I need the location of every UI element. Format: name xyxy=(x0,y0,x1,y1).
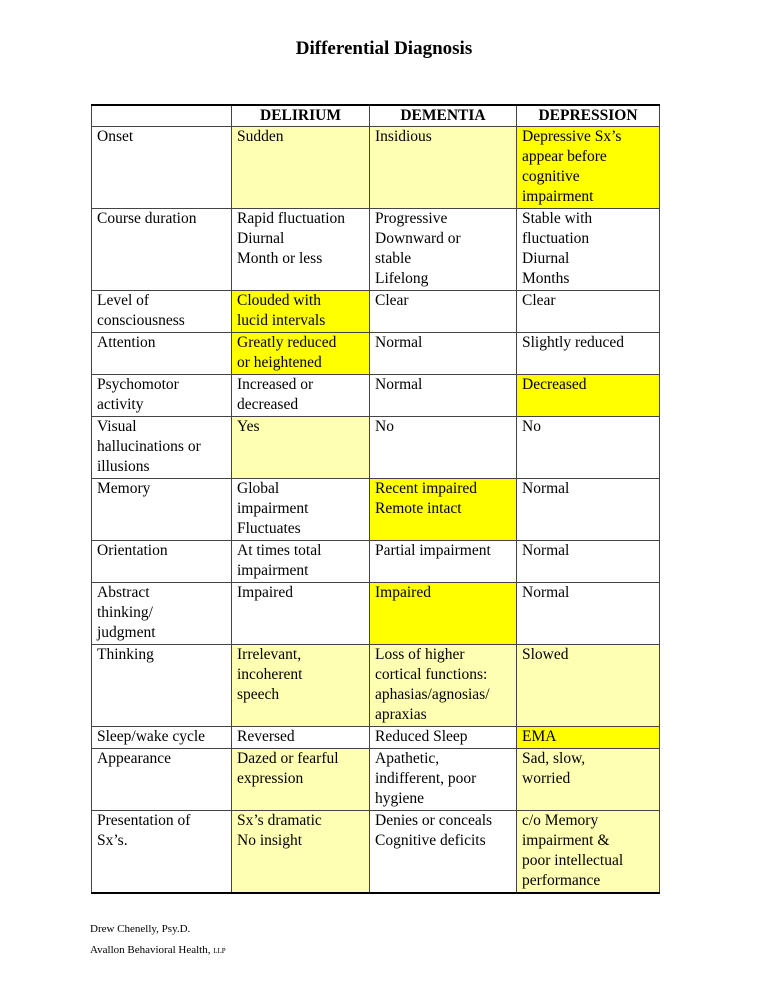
feature-cell: Memory xyxy=(92,479,232,541)
depression-cell: Clear xyxy=(517,291,660,333)
feature-cell: Psychomotor activity xyxy=(92,375,232,417)
feature-cell: Presentation of Sx’s. xyxy=(92,811,232,894)
table-row-memory xyxy=(92,479,660,541)
dementia-cell: Recent impaired Remote intact xyxy=(370,479,517,541)
table-row-thinking xyxy=(92,645,660,727)
table-row-presentation xyxy=(92,811,660,894)
footer-organization xyxy=(90,940,226,962)
feature-cell: Course duration xyxy=(92,209,232,291)
dementia-cell: Apathetic, indifferent, poor hygiene xyxy=(370,749,517,811)
feature-cell: Orientation xyxy=(92,541,232,583)
depression-cell: Normal xyxy=(517,479,660,541)
header-dementia: DEMENTIA xyxy=(370,105,517,127)
page-title: Differential Diagnosis xyxy=(295,38,473,59)
header-delirium: DELIRIUM xyxy=(232,105,370,127)
delirium-cell: Greatly reduced or heightened xyxy=(232,333,370,375)
dementia-cell: No xyxy=(370,417,517,479)
header-feature xyxy=(92,105,232,127)
delirium-cell: Impaired xyxy=(232,583,370,645)
table-row-onset xyxy=(92,127,660,209)
depression-cell: EMA xyxy=(517,727,660,749)
feature-cell: Onset xyxy=(92,127,232,209)
dementia-cell: Impaired xyxy=(370,583,517,645)
dementia-cell: Insidious xyxy=(370,127,517,209)
delirium-cell: Yes xyxy=(232,417,370,479)
delirium-cell: Global impairment Fluctuates xyxy=(232,479,370,541)
table-row-sleep-wake-cycle xyxy=(92,727,660,749)
dementia-cell: Progressive Downward or stable Lifelong xyxy=(370,209,517,291)
dementia-cell: Clear xyxy=(370,291,517,333)
table-row-attention xyxy=(92,333,660,375)
depression-cell: Depressive Sx’s appear before cognitive impairment xyxy=(517,127,660,209)
depression-cell: Decreased xyxy=(517,375,660,417)
table-header-row xyxy=(92,105,660,127)
table-row-course-duration xyxy=(92,209,660,291)
footer xyxy=(90,919,226,962)
delirium-cell: Increased or decreased xyxy=(232,375,370,417)
delirium-cell: Clouded with lucid intervals xyxy=(232,291,370,333)
depression-cell: Slightly reduced xyxy=(517,333,660,375)
dementia-cell: Reduced Sleep xyxy=(370,727,517,749)
dementia-cell: Normal xyxy=(370,375,517,417)
table-row-orientation xyxy=(92,541,660,583)
delirium-cell: Reversed xyxy=(232,727,370,749)
dementia-cell: Normal xyxy=(370,333,517,375)
delirium-cell: Sx’s dramatic No insight xyxy=(232,811,370,894)
feature-cell: Attention xyxy=(92,333,232,375)
feature-cell: Appearance xyxy=(92,749,232,811)
table-row-visual-hallucinations xyxy=(92,417,660,479)
delirium-cell: Irrelevant, incoherent speech xyxy=(232,645,370,727)
header-depression: DEPRESSION xyxy=(517,105,660,127)
depression-cell: c/o Memory impairment & poor intellectual performance xyxy=(517,811,660,894)
dementia-cell: Partial impairment xyxy=(370,541,517,583)
dementia-cell: Denies or conceals Cognitive deficits xyxy=(370,811,517,894)
depression-cell: Normal xyxy=(517,541,660,583)
footer-llp: LLP xyxy=(213,947,226,955)
differential-diagnosis-table xyxy=(91,104,660,894)
footer-author: Drew Chenelly, Psy.D. xyxy=(90,923,191,935)
depression-cell: Stable with fluctuation Diurnal Months xyxy=(517,209,660,291)
depression-cell: No xyxy=(517,417,660,479)
depression-cell: Slowed xyxy=(517,645,660,727)
delirium-cell: Dazed or fearful expression xyxy=(232,749,370,811)
depression-cell: Sad, slow, worried xyxy=(517,749,660,811)
depression-cell: Normal xyxy=(517,583,660,645)
feature-cell: Abstract thinking/ judgment xyxy=(92,583,232,645)
table-row-abstract-thinking xyxy=(92,583,660,645)
delirium-cell: At times total impairment xyxy=(232,541,370,583)
table-row-appearance xyxy=(92,749,660,811)
feature-cell: Thinking xyxy=(92,645,232,727)
feature-cell: Visual hallucinations or illusions xyxy=(92,417,232,479)
footer-organization-name: Avallon Behavioral Health, xyxy=(90,944,211,956)
delirium-cell: Rapid fluctuation Diurnal Month or less xyxy=(232,209,370,291)
feature-cell: Sleep/wake cycle xyxy=(92,727,232,749)
delirium-cell: Sudden xyxy=(232,127,370,209)
feature-cell: Level of consciousness xyxy=(92,291,232,333)
table-row-psychomotor-activity xyxy=(92,375,660,417)
table-row-level-of-consciousness xyxy=(92,291,660,333)
dementia-cell: Loss of higher cortical functions: aphasias/agnosias/ apraxias xyxy=(370,645,517,727)
